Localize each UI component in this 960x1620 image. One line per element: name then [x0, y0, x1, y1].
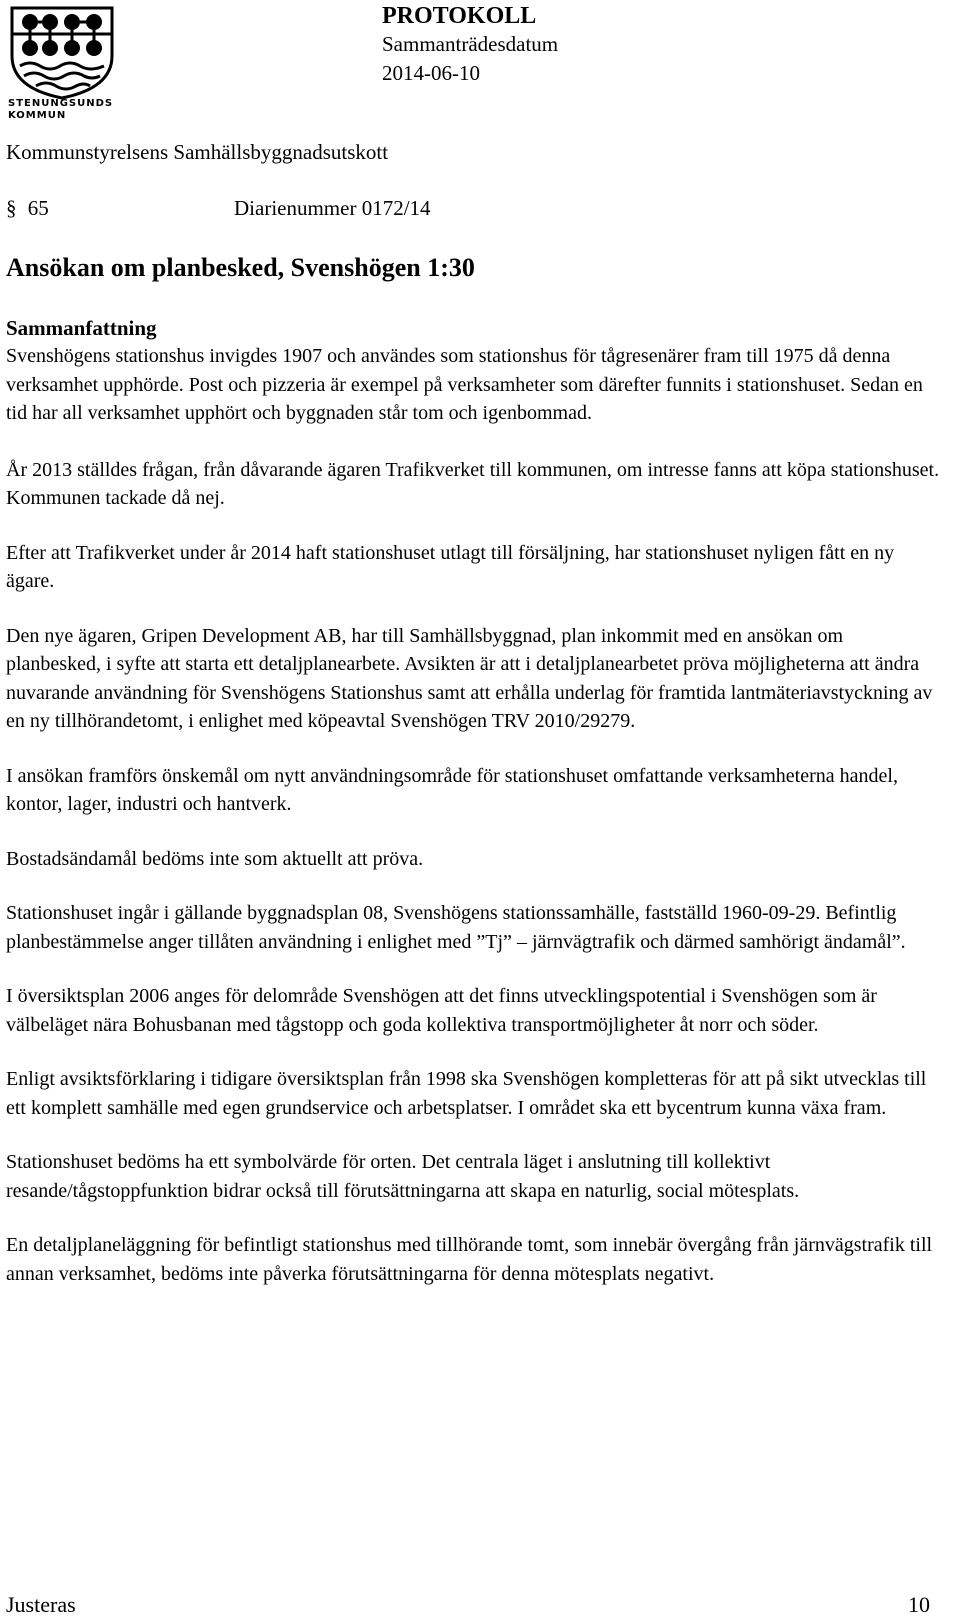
page-footer	[6, 1592, 930, 1618]
paragraph: En detaljplaneläggning för befintligt stationshus med tillhörande tomt, som innebär övergång från järnvägstrafik till annan verksamhet, bedöms inte påverka förutsättningarna för denna mötesplats negativt.	[6, 1234, 933, 1285]
justeras-label: Justeras	[6, 1592, 76, 1617]
paragraph: Stationshuset bedöms ha ett symbolvärde för orten. Det centrala läget i anslutning till kollektivt resande/tågstoppfunktion bidrar också till förutsättningarna att skapa en naturlig, social mötesplats.	[6, 1151, 800, 1202]
document-type: PROTOKOLL	[382, 3, 537, 29]
municipality-name: STENUNGSUNDS KOMMUN	[8, 98, 114, 121]
date-label: Sammanträdesdatum	[382, 32, 559, 56]
paragraph: Stationshuset ingår i gällande byggnadsplan 08, Svenshögens stationssamhälle, fastställd 1960-09-29. Befintlig planbestämmelse anger tillåten användning i enlighet med ”Tj” – järnvägtrafik och därmed samhörigt ändamål”.	[6, 902, 906, 953]
section-symbol: §	[6, 196, 17, 220]
diary-number: Diarienummer 0172/14	[234, 196, 431, 220]
document-body	[6, 314, 941, 1314]
page-title: Ansökan om planbesked, Svenshögen 1:30	[6, 253, 475, 282]
paragraph: Bostadsändamål bedöms inte som aktuellt att pröva.	[6, 847, 424, 870]
document-header	[382, 2, 558, 88]
section-line	[6, 196, 431, 221]
meeting-date: 2014-06-10	[382, 61, 480, 85]
coat-of-arms-icon	[6, 4, 118, 100]
paragraph: Svenshögens stationshus invigdes 1907 och användes som stationshus för tågresenärer fram till 1975 då denna verksamhet upphörde. Post och pizzeria är exempel på verksamheter som därefter funnits i stationshuset. Sedan en tid har all verksamhet upphört och byggnaden står tom och igenbommad.	[6, 345, 923, 424]
summary-heading: Sammanfattning	[6, 316, 157, 340]
paragraph: I översiktsplan 2006 anges för delområde Svenshögen att det finns utvecklingspotential i Svenshögen som är välbeläget nära Bohusbanan med tågstopp och goda kollektiva transportmöjligheter åt norr och söder.	[6, 985, 877, 1036]
paragraph: År 2013 ställdes frågan, från dåvarande ägaren Trafikverket till kommunen, om intresse fanns att köpa stationshuset. Kommunen tackade då nej.	[6, 458, 940, 509]
committee-name: Kommunstyrelsens Samhällsbyggnadsutskott	[6, 140, 389, 164]
paragraph: Enligt avsiktsförklaring i tidigare översiktsplan från 1998 ska Svenshögen kompletteras för att på sikt utvecklas till ett komplett samhälle med egen grundservice och arbetsplatser. I området ska ett bycentrum kunna växa fram.	[6, 1068, 927, 1119]
paragraph: Efter att Trafikverket under år 2014 haft stationshuset utlagt till försäljning, har stationshuset nyligen fått en ny ägare.	[6, 541, 895, 592]
section-number: 65	[27, 196, 49, 220]
paragraph: Den nye ägaren, Gripen Development AB, har till Samhällsbyggnad, plan inkommit med en ansökan om planbesked, i syfte att starta ett detaljplanearbete. Avsikten är att i detaljplanearbetet pröva möjligheterna att ändra nuvarande användning för Svenshögens Stationshus samt att erhålla underlag för framtida lantmäteriavstyckning av en ny tillhörandetomt, i enlighet med köpeavtal Svenshögen TRV 2010/29279.	[6, 624, 933, 732]
paragraph: I ansökan framförs önskemål om nytt användningsområde för stationshuset omfattande verksamheterna handel, kontor, lager, industri och hantverk.	[6, 764, 898, 815]
page-number: 10	[908, 1592, 930, 1617]
